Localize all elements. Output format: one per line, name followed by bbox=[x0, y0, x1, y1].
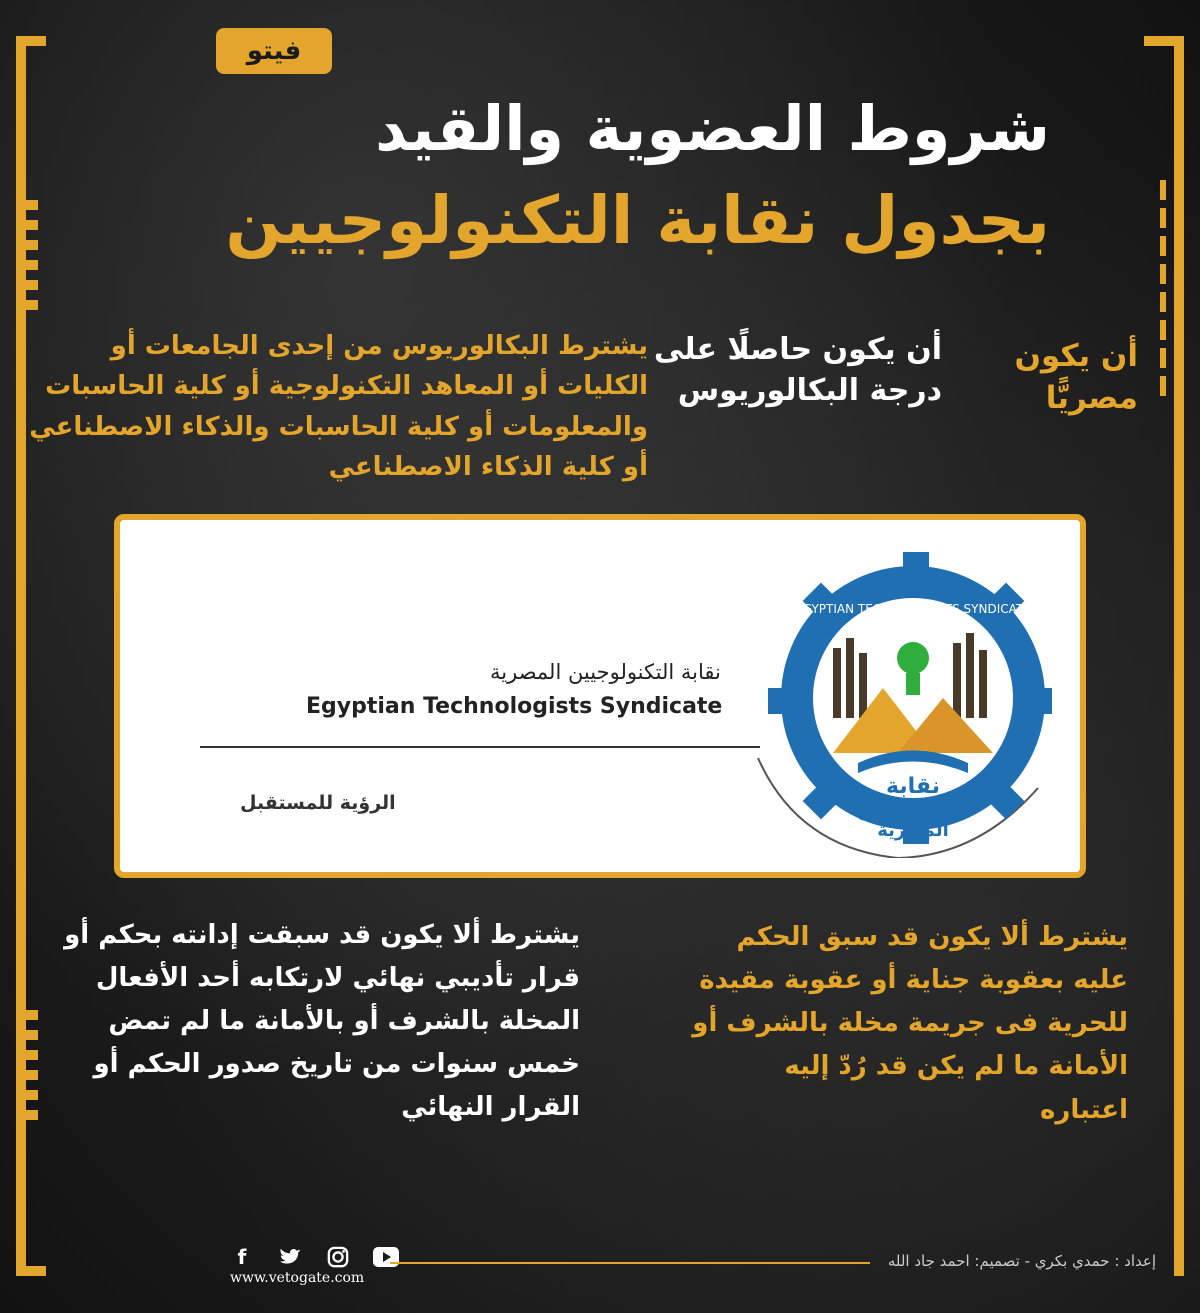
page-subtitle: بجدول نقابة التكنولوجيين bbox=[225, 182, 1050, 259]
emblem-ar-line3: المصرية bbox=[877, 820, 949, 841]
syndicate-name-ar: نقابة التكنولوجيين المصرية bbox=[490, 660, 721, 684]
emblem-ar-line2: التكنولوجيين bbox=[857, 800, 969, 821]
website-link[interactable]: www.vetogate.com bbox=[230, 1270, 365, 1286]
emblem-ring-text: EGYPTIAN TECHNOLOGISTS SYNDICATE bbox=[795, 602, 1031, 616]
condition-bachelor: أن يكون حاصلًا على درجة البكالوريوس bbox=[653, 332, 942, 408]
instagram-icon[interactable] bbox=[324, 1244, 352, 1270]
card-divider bbox=[200, 746, 760, 748]
condition-disciplinary: يشترط ألا يكون قد سبقت إدانته بحكم أو قرار تأديبي نهائي لارتكابه أحد الأفعال المخلة بالشرف أو بالأمانة ما لم تمض خمس سنوات من تاريخ صدور الحكم أو القرار النهائي bbox=[64, 920, 580, 1122]
syndicate-name-en: Egyptian Technologists Syndicate bbox=[306, 694, 723, 719]
syndicate-emblem-icon bbox=[738, 538, 1058, 858]
condition-criminal-record: يشترط ألا يكون قد سبق الحكم عليه بعقوبة جناية أو عقوبة مقيدة للحرية فى جريمة مخلة بالشرف أو الأمانة ما لم يكن قد رُدّ إليه اعتباره bbox=[692, 922, 1128, 1125]
syndicate-card bbox=[114, 514, 1086, 878]
condition-bachelor-detail: يشترط البكالوريوس من إحدى الجامعات أو الكليات أو المعاهد التكنولوجية أو كلية الحاسبات والمعلومات أو كلية الحاسبات والذكاء الاصطناعي أو كلية الذكاء الاصطناعي bbox=[29, 331, 648, 482]
facebook-icon[interactable]: f bbox=[237, 1245, 247, 1269]
brand-logo[interactable]: فيتو bbox=[216, 28, 332, 74]
condition-egyptian: أن يكون مصريًّا bbox=[1014, 338, 1138, 417]
youtube-icon[interactable] bbox=[372, 1244, 400, 1270]
frame-ticks-bottom bbox=[16, 1010, 38, 1120]
frame-ticks-top bbox=[16, 200, 38, 310]
frame-ticks-right bbox=[1160, 180, 1166, 396]
social-links bbox=[228, 1244, 400, 1270]
emblem-ar-line1: نقابة bbox=[886, 774, 940, 799]
syndicate-slogan: الرؤية للمستقبل bbox=[240, 792, 396, 814]
credits-text: إعداد : حمدي بكري - تصميم: احمد جاد الله bbox=[887, 1252, 1156, 1270]
twitter-icon[interactable] bbox=[276, 1244, 304, 1270]
footer-divider bbox=[390, 1262, 870, 1264]
page-title: شروط العضوية والقيد bbox=[375, 92, 1050, 165]
